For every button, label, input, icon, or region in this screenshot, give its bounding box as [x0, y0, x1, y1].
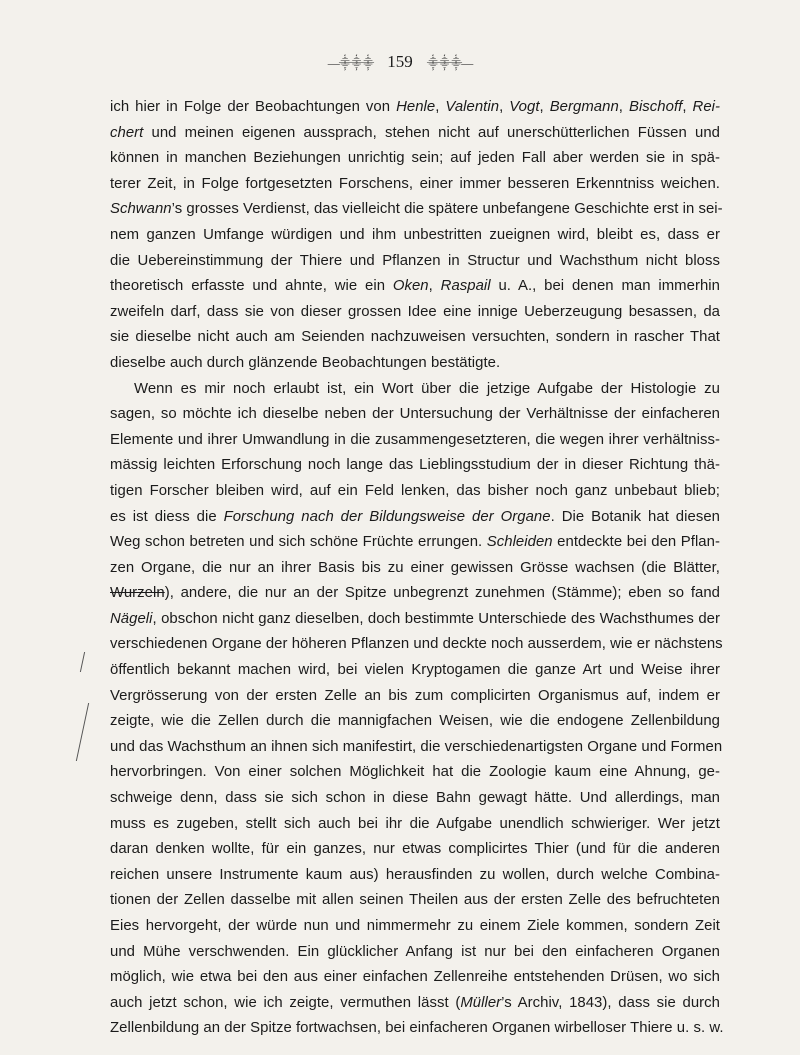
text-line: sie dieselbe nicht auch am Seienden nachzuweisen versuchten, sondern in rascher That	[110, 329, 720, 346]
text-line: Wurzeln), andere, die nur an der Spitze unbegrenzt zunehmen (Stämme); eben so fand	[110, 585, 720, 602]
text-line: Zellenbildung an der Spitze fortwachsen, bei einfacheren Organen wirbelloser Thiere u. s. w.	[110, 1020, 724, 1037]
text-line: tigen Forscher bleiben wird, auf ein Feld lenken, das bisher noch ganz unbebaut blieb;	[110, 482, 720, 499]
text-line: und das Wachsthum an ihnen sich manifestirt, die verschiedenartigsten Organe und Formen	[110, 738, 723, 755]
italic-name: Valentin	[445, 99, 500, 115]
text-line: es ist diess die Forschung nach der Bildungsweise der Organe. Die Botanik hat diesen	[110, 508, 720, 525]
text-line: reichen unsere Instrumente kaum aus) herausfinden zu wollen, durch welche Combina-	[110, 866, 720, 883]
text-line: Eies hervorgeht, der würde nun und nimmermehr zu einem Ziele kommen, sondern Zeit	[110, 918, 720, 934]
italic-name: Nägeli	[110, 610, 153, 627]
italic-name: Müller	[460, 994, 502, 1011]
margin-pencil-mark	[80, 652, 101, 672]
header-ornament-right: ⸎⸎⸎—	[426, 55, 473, 70]
text-line: möglich, wie etwa bei den aus einer einfachen Zellenreihe entstehenden Drüsen, wo sich	[110, 969, 720, 986]
text-line: terer Zeit, in Folge fortgesetzten Forschens, einer immer besseren Erkenntniss weichen.	[110, 175, 720, 192]
italic-name: Forschung nach der Bildungsweise der Organe	[223, 508, 551, 525]
text-line: tionen der Zellen dasselbe mit allen seinen Theilen aus der ersten Zelle des befruchteten	[110, 892, 720, 909]
text-line: schweige denn, dass sie sich schon in diese Bahn gewagt hätte. Und allerdings, man	[110, 790, 720, 807]
italic-name: Raspail	[440, 278, 491, 295]
text-line: und Mühe verschwenden. Ein glücklicher Anfang ist nur bei den einfacheren Organen	[110, 943, 720, 960]
italic-name: Oken	[392, 278, 429, 295]
text-line: dieselbe auch durch glänzende Beobachtungen bestätigte.	[110, 354, 501, 371]
text-line: auch jetzt schon, wie ich zeigte, vermuthen lässt (Müller’s Archiv, 1843), dass sie durch	[110, 994, 720, 1011]
italic-name: Bischoff	[628, 99, 683, 115]
italic-name: Vogt	[509, 99, 540, 115]
margin-pencil-mark	[76, 703, 105, 761]
text-line: chert und meinen eigenen aussprach, stehen nicht auf unerschütterlichen Füssen und	[110, 124, 720, 141]
text-line: öffentlich bekannt machen wird, bei vielen Kryptogamen die ganze Art und Weise ihrer	[110, 662, 720, 679]
paragraph	[110, 377, 724, 1042]
text-line: theoretisch erfasste und ahnte, wie ein Oken, Raspail u. A., bei denen man immerhin	[110, 278, 720, 295]
text-line: daran denken wollte, für ein ganzes, nur etwas complicirtes Thier (und für die anderen	[110, 841, 720, 858]
text-line: Schwann’s grosses Verdienst, das vielleicht die spätere unbefangene Geschichte erst in sei-	[110, 201, 723, 218]
text-line: zen Organe, die nur an ihrer Basis bis zu einer gewissen Grösse wachsen (die Blätter,	[110, 559, 720, 576]
text-line: können in manchen Beziehungen unrichtig sein; auf jeden Fall aber werden sie in spä-	[110, 150, 720, 167]
italic-name: Schwann	[110, 201, 172, 218]
text-line: zeigte, wie die Zellen durch die mannigfachen Weisen, wie die endogene Zellenbildung	[110, 713, 720, 730]
text-line: zweifeln darf, dass sie von dieser grossen Idee eine innige Ueberzeugung besassen, da	[110, 303, 720, 320]
running-header	[0, 52, 800, 72]
text-line: Elemente und ihrer Umwandlung in die zusammengesetzteren, die wegen ihrer verhältniss-	[110, 431, 720, 448]
text-line: verschiedenen Organe der höheren Pflanzen und deckte noch ausserdem, wie er nächstens	[110, 636, 723, 653]
italic-name: Henle	[396, 99, 436, 115]
body-text	[110, 95, 724, 1042]
italic-name: Bergmann	[549, 99, 619, 115]
text-line: Nägeli, obschon nicht ganz dieselben, doch bestimmte Unterschiede des Wachsthumes der	[110, 610, 720, 627]
text-line: nem ganzen Umfange würdigen und ihm unbestritten zueignen wird, bleibt es, dass er	[110, 226, 720, 243]
italic-name: Schleiden	[486, 534, 553, 551]
header-ornament-left: —⸎⸎⸎	[327, 55, 374, 70]
italic-name: chert	[110, 124, 144, 141]
italic-name: Rei-	[692, 99, 721, 115]
text-line: Vergrösserung von der ersten Zelle an bis zum complicirten Organismus auf, indem er	[110, 687, 720, 704]
text-line: Weg schon betreten und sich schöne Früchte errungen. Schleiden entdeckte bei den Pflan-	[110, 534, 720, 551]
text-line: sagen, so möchte ich dieselbe neben der Untersuchung der Verhältnisse der einfacheren	[110, 406, 720, 423]
page-number: 159	[387, 52, 413, 71]
text-line: Wenn es mir noch erlaubt ist, ein Wort über die jetzige Aufgabe der Histologie zu	[134, 380, 720, 397]
struck-word: Wurzeln	[110, 585, 165, 602]
text-line: die Uebereinstimmung der Thiere und Pflanzen in Structur und Wachsthum nicht bloss	[110, 252, 720, 269]
text-line: muss es zugeben, stellt sich auch bei ihr die Aufgabe unendlich schwieriger. Wer jetzt	[110, 815, 720, 832]
text-line: mässig leichten Erforschung noch lange das Lieblingsstudium der in dieser Richtung thä-	[110, 457, 720, 474]
text-line: ich hier in Folge der Beobachtungen von Henle, Valentin, Vogt, Bergmann, Bischoff, Rei-	[110, 99, 721, 115]
text-line: hervorbringen. Von einer solchen Möglichkeit hat die Zoologie kaum eine Ahnung, ge-	[110, 764, 720, 781]
paragraph	[110, 95, 723, 377]
